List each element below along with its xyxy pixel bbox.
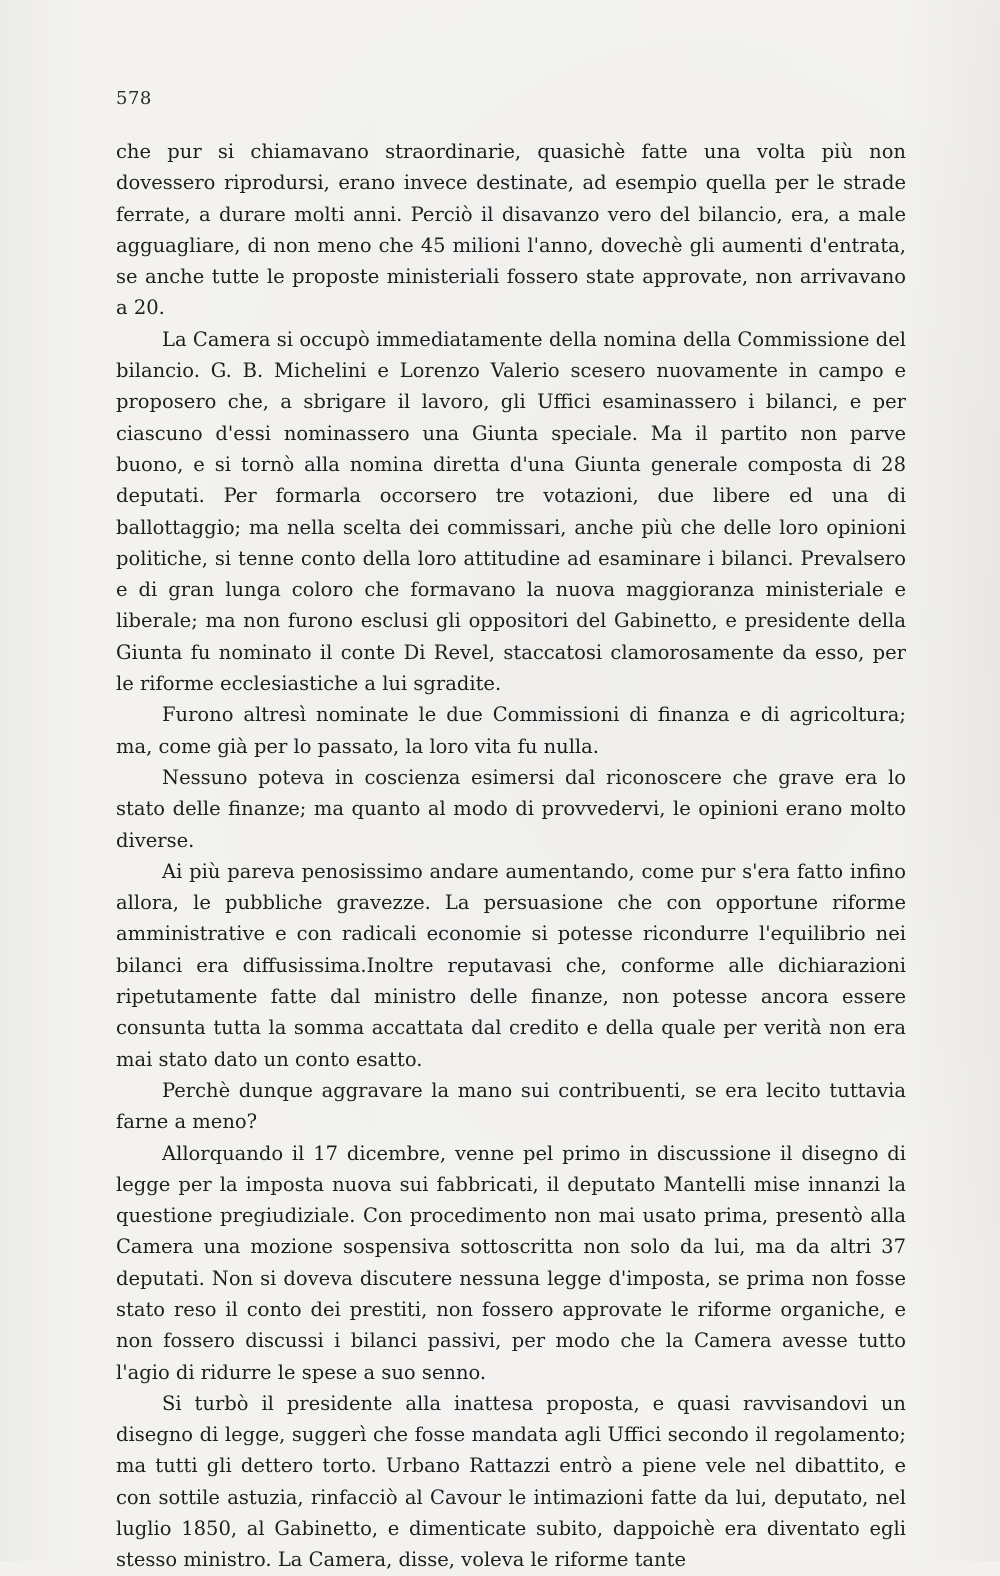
body-text (116, 136, 906, 1576)
paragraph: La Camera si occupò immediatamente della nomina della Commissione del bilancio. G. B. Michelini e Lorenzo Valerio scesero nuovamente in campo e proposero che, a sbrigare il lavoro, gli Uffici esaminassero i bilanci, e per ciascuno d'essi nominassero una Giunta speciale. Ma il partito non parve buono, e si tornò alla nomina diretta d'una Giunta generale composta di 28 deputati. Per formarla occorsero tre votazioni, due libere ed una di ballottaggio; ma nella scelta dei commissari, anche più che delle loro opinioni politiche, si tenne conto della loro attitudine ad esaminare i bilanci. Prevalsero e di gran lunga coloro che formavano la nuova maggioranza ministeriale e liberale; ma non furono esclusi gli oppositori del Gabinetto, e presidente della Giunta fu nominato il conte Di Revel, staccatosi clamorosamente da esso, per le riforme ecclesiastiche a lui sgradite. (116, 327, 906, 696)
paragraph: Nessuno poteva in coscienza esimersi dal riconoscere che grave era lo stato delle finanze; ma quanto al modo di provvedervi, le opinioni erano molto diverse. (116, 765, 906, 852)
paragraph: Si turbò il presidente alla inattesa proposta, e quasi ravvisandovi un disegno di legge, suggerì che fosse mandata agli Uffici secondo il regolamento; ma tutti gli dettero torto. Urbano Rattazzi entrò a piene vele nel dibattito, e con sottile astuzia, rinfacciò al Cavour le intimazioni fatte da lui, deputato, nel luglio 1850, al Gabinetto, e dimenticate subito, dappoichè era diventato egli stesso ministro. La Camera, disse, voleva le riforme tante (116, 1391, 906, 1572)
paragraph: Allorquando il 17 dicembre, venne pel primo in discussione il disegno di legge per la imposta nuova sui fabbricati, il deputato Mantelli mise innanzi la questione pregiudiziale. Con procedimento non mai usato prima, presentò alla Camera una mozione sospensiva sottoscritta non solo da lui, ma da altri 37 deputati. Non si doveva discutere nessuna legge d'imposta, se prima non fosse stato reso il conto dei prestiti, non fossero approvate le riforme organiche, e non fossero discussi i bilanci passivi, per modo che la Camera avesse tutto l'agio di ridurre le spese a suo senno. (116, 1141, 906, 1384)
paragraph: Ai più pareva penosissimo andare aumentando, come pur s'era fatto infino allora, le pubbliche gravezze. La persuasione che con opportune riforme amministrative e con radicali economie si potesse ricondurre l'equilibrio nei bilanci era diffusissima.Inoltre reputavasi che, conforme alle dichiarazioni ripetutamente fatte dal ministro delle finanze, non potesse ancora essere consunta tutta la somma accattata dal credito e della quale per verità non era mai stato dato un conto esatto. (116, 859, 906, 1071)
paragraph: che pur si chiamavano straordinarie, quasichè fatte una volta più non dovessero riprodursi, erano invece destinate, ad esempio quella per le strade ferrate, a durare molti anni. Perciò il disavanzo vero del bilancio, era, a male agguagliare, di non meno che 45 milioni l'anno, dovechè gli aumenti d'entrata, se anche tutte le proposte ministeriali fossero state approvate, non arrivavano a 20. (116, 140, 906, 320)
page-number: 578 (116, 88, 152, 109)
paragraph: Furono altresì nominate le due Commissioni di finanza e di agricoltura; ma, come già per lo passato, la loro vita fu nulla. (116, 703, 906, 758)
paragraph: Perchè dunque aggravare la mano sui contribuenti, se era lecito tuttavia farne a meno? (116, 1078, 906, 1134)
